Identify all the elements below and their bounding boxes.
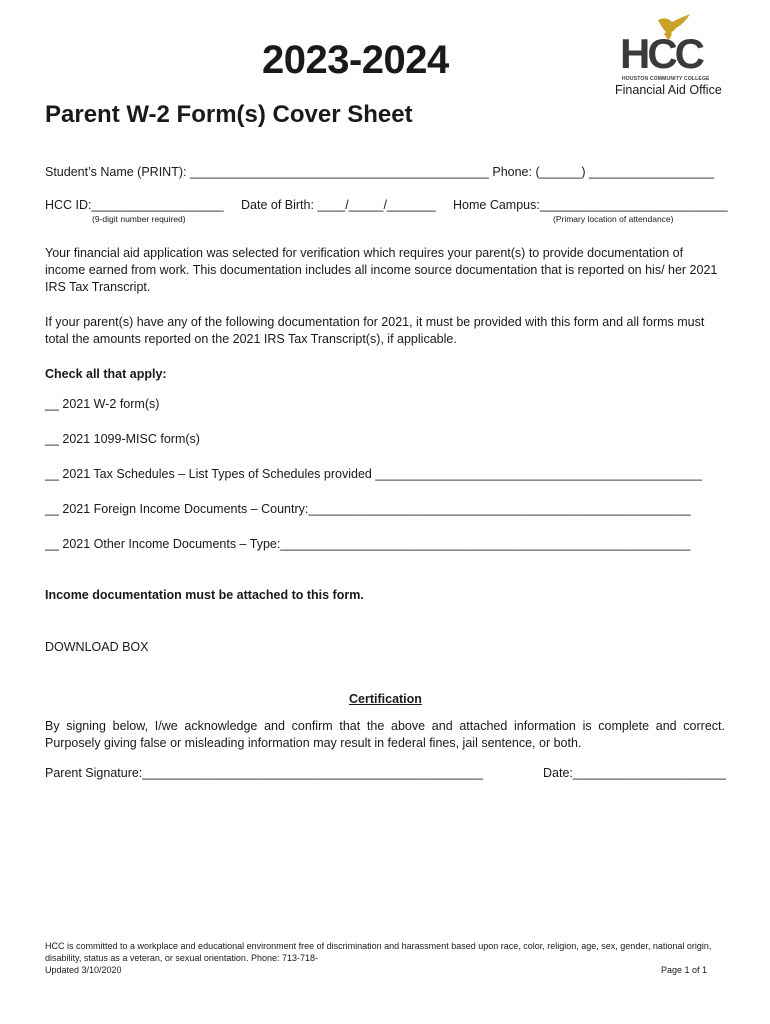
checklist-item-schedules[interactable]: __ 2021 Tax Schedules – List Types of Schedules provided _______________________________________________ xyxy=(45,467,703,481)
updated-date: Updated 3/10/2020 xyxy=(45,965,122,975)
signature-date-field[interactable]: Date:______________________ xyxy=(543,766,726,780)
home-campus-field[interactable]: Home Campus:___________________________ xyxy=(453,198,728,212)
logo-subtext: HOUSTON COMMUNITY COLLEGE xyxy=(622,76,710,82)
certification-heading: Certification xyxy=(349,692,422,706)
download-box[interactable]: DOWNLOAD BOX xyxy=(45,640,149,654)
certification-text: By signing below, I/we acknowledge and confirm that the above and attached information is complete and correct. Purposely giving false or misleading information may result in federal fines, jail sentence, or both. xyxy=(45,719,725,750)
hcc-logo xyxy=(610,14,728,86)
attachment-notice: Income documentation must be attached to this form. xyxy=(45,588,364,602)
verification-paragraph: Your financial aid application was selected for verification which requires your parent(s) to provide documentation of income earned from work. This documentation includes all income source documentation that is reported on his/ her 2021 IRS Tax Transcript. xyxy=(45,246,718,294)
nondiscrimination-statement: HCC is committed to a workplace and educational environment free of discrimination and harassment based upon race, color, religion, age, sex, gender, national origin, disability, status as a veteran, or sexual orientation. Phone: 713-718- xyxy=(45,941,712,963)
campus-note: (Primary location of attendance) xyxy=(553,214,674,224)
hcc-id-note: (9-digit number required) xyxy=(92,214,186,224)
checklist-heading: Check all that apply: xyxy=(45,367,167,381)
page-title: Parent W-2 Form(s) Cover Sheet xyxy=(45,101,413,128)
student-name-phone-field[interactable]: Student’s Name (PRINT): ___________________________________________ Phone: (______) __________________ xyxy=(45,165,715,179)
checklist-item-w2[interactable]: __ 2021 W-2 form(s) xyxy=(45,397,160,411)
date-of-birth-field[interactable]: Date of Birth: ____/_____/_______ xyxy=(241,198,436,212)
page-number: Page 1 of 1 xyxy=(661,965,708,975)
logo-text: HCC xyxy=(620,30,702,77)
hcc-id-field[interactable]: HCC ID:___________________ xyxy=(45,198,224,212)
checklist-item-foreign[interactable]: __ 2021 Foreign Income Documents – Country:_______________________________________________________ xyxy=(45,502,691,516)
checklist-item-1099[interactable]: __ 2021 1099-MISC form(s) xyxy=(45,432,200,446)
parent-signature-field[interactable]: Parent Signature:_________________________________________________ xyxy=(45,766,483,780)
office-name: Financial Aid Office xyxy=(615,83,722,97)
form-year: 2023-2024 xyxy=(262,38,449,82)
documentation-paragraph: If your parent(s) have any of the following documentation for 2021, it must be provided with this form and all forms must total the amounts reported on the 2021 IRS Tax Transcript(s), if applicable. xyxy=(45,315,705,346)
checklist-item-other[interactable]: __ 2021 Other Income Documents – Type:___________________________________________________________ xyxy=(45,537,691,551)
